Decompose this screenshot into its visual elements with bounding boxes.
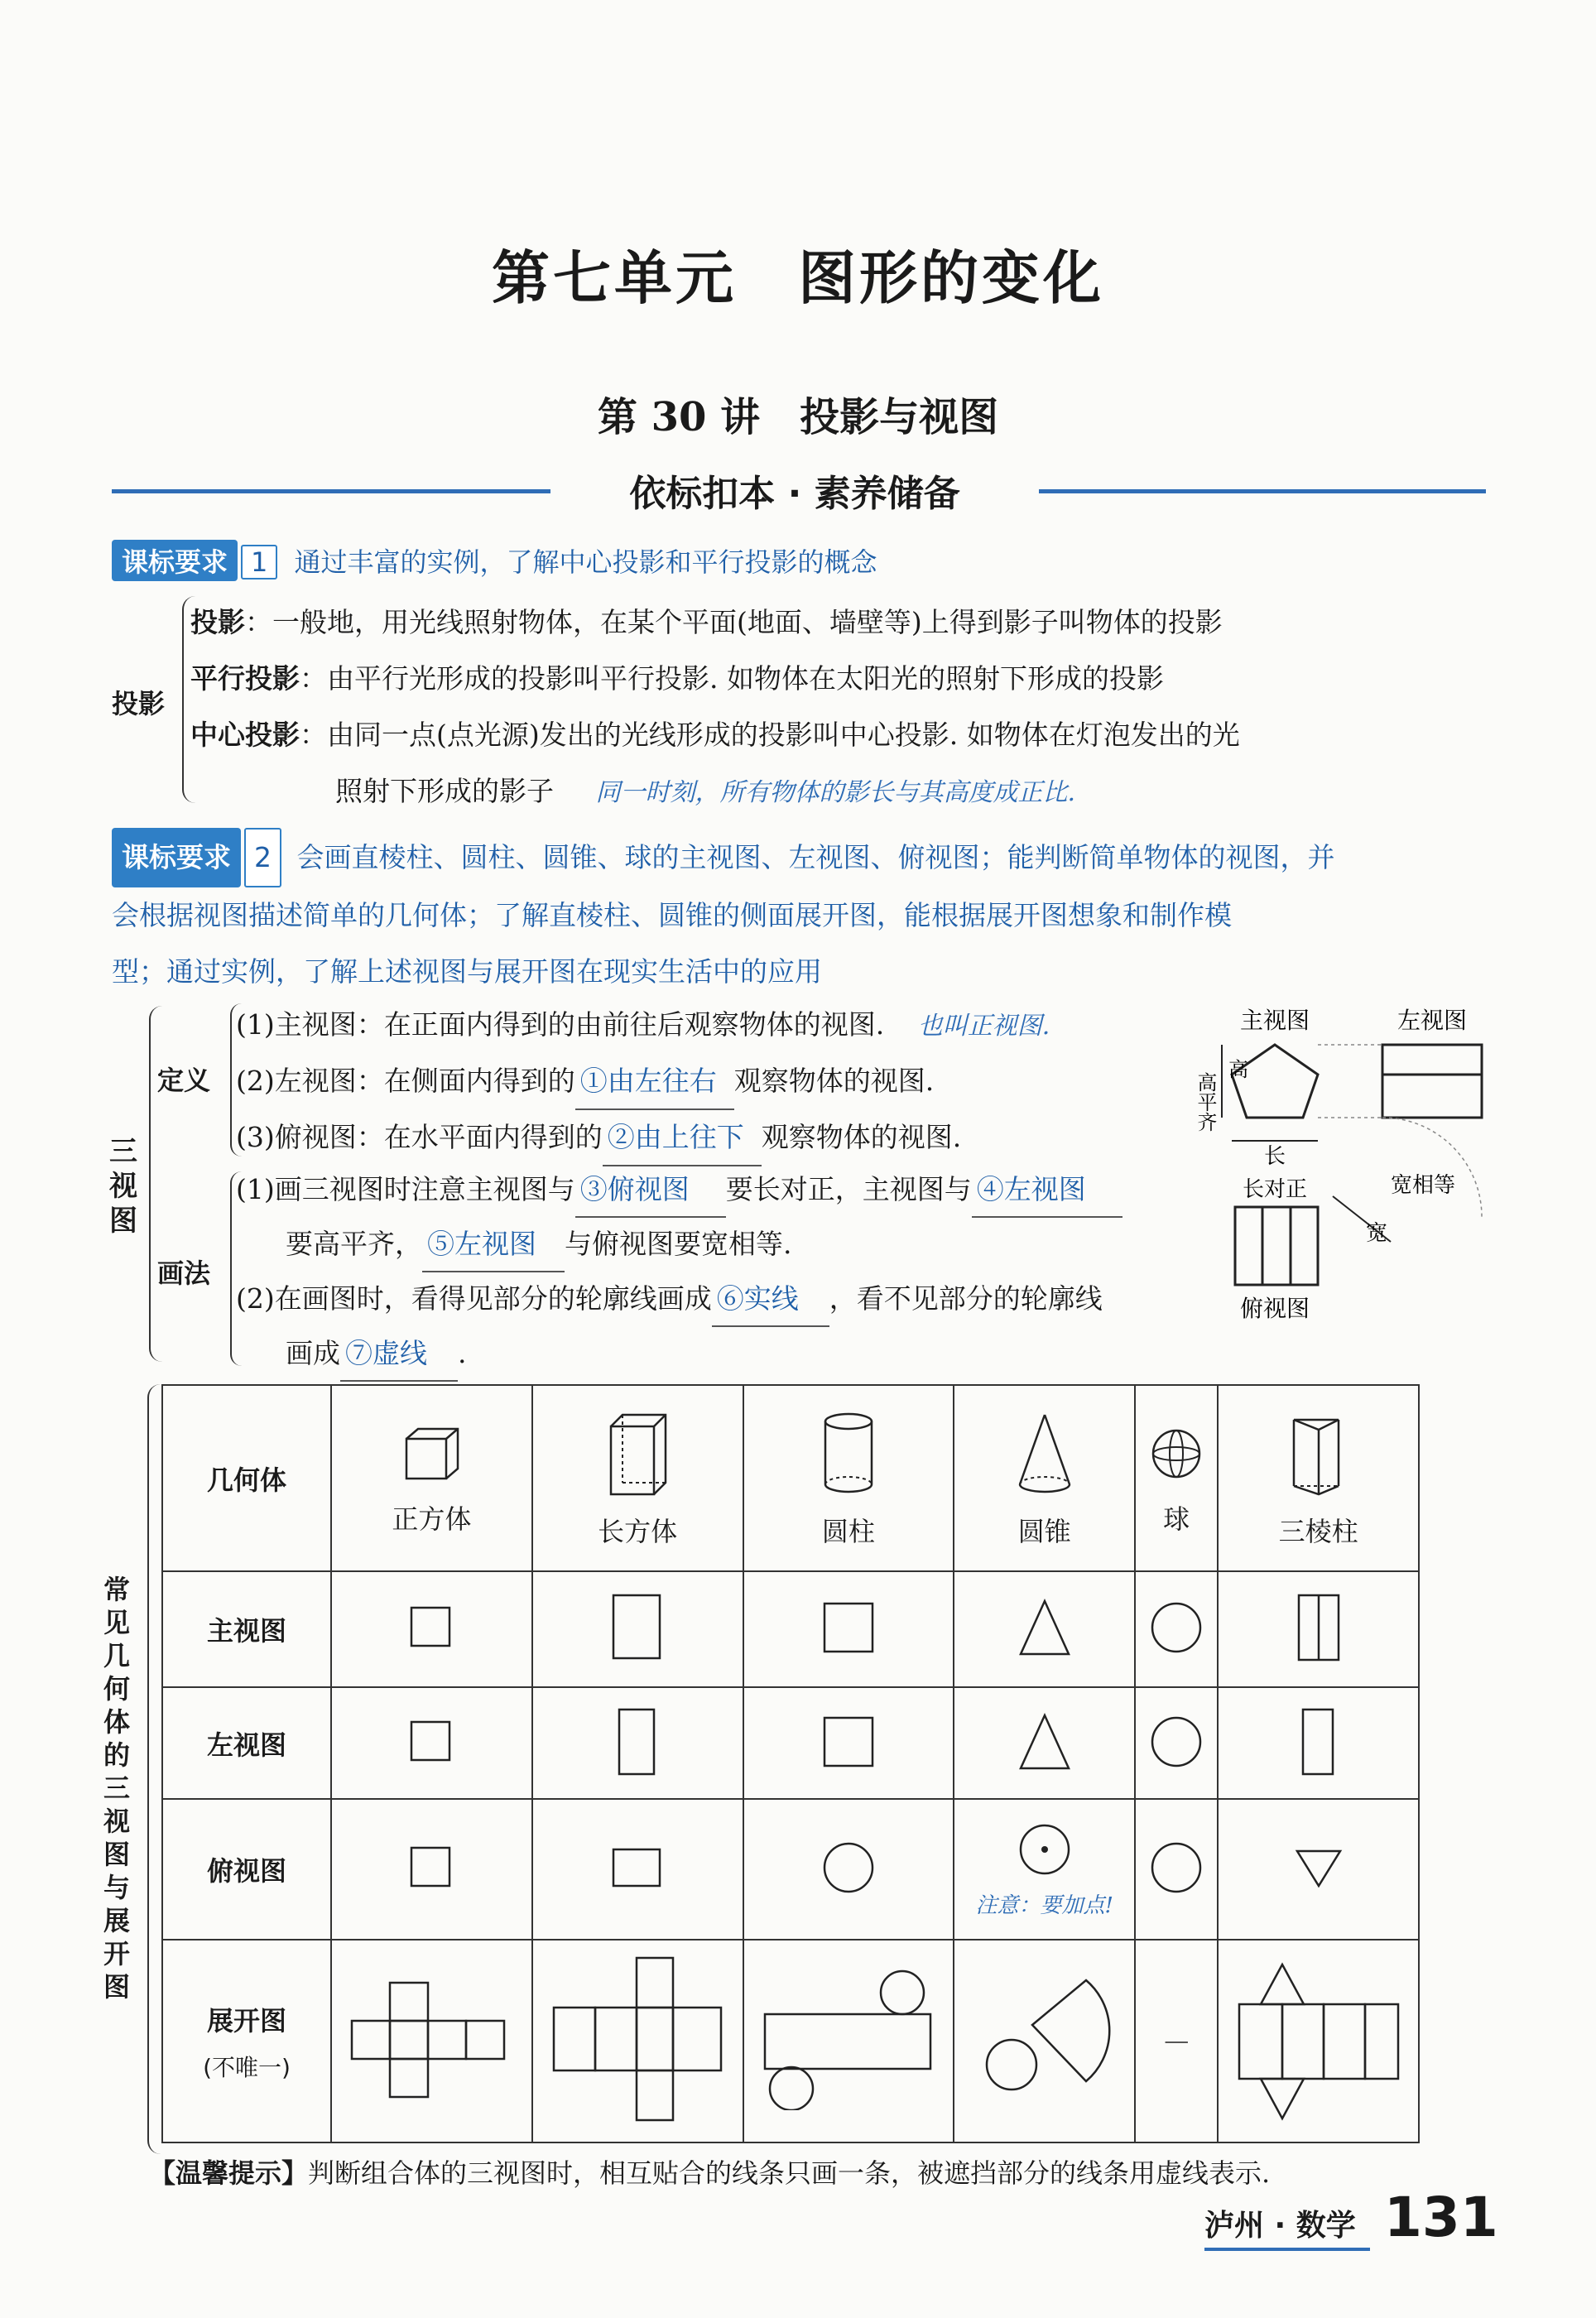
diagram-front-label: 主视图 (1239, 1007, 1310, 1034)
cone-icon (1012, 1408, 1078, 1499)
diagram-long-align: 长对正 (1242, 1177, 1308, 1202)
blank-7[interactable]: ⑦虚线 (340, 1327, 458, 1382)
top-cube (331, 1799, 532, 1940)
unfold-cone (954, 1940, 1135, 2142)
triangle-icon (1016, 1710, 1074, 1773)
req1-num: 1 (241, 545, 277, 580)
geometry-table (161, 1384, 1420, 2143)
tip-body: 判断组合体的三视图时，相互贴合的线条只画一条，被遮挡部分的线条用虚线表示. (308, 2157, 1271, 2189)
req2-block (112, 828, 1486, 1000)
three-view-diagram (1192, 993, 1507, 1333)
row-label-front: 主视图 (162, 1571, 331, 1687)
row-label-unfold: 展开图 (不唯一) (162, 1940, 331, 2142)
square-icon (406, 1843, 456, 1892)
solid-name: 球 (1163, 1503, 1190, 1535)
left-cube (331, 1687, 532, 1799)
footer-label: 泸州 · 数学 (1204, 2209, 1356, 2243)
front-cube (331, 1571, 532, 1687)
def-lines: (1)主视图：在正面内得到的由前往后观察物体的视图. 也叫正视图. (2)左视图：在侧面内得到的 ①由左往右 观察物体的视图. (3)俯视图：在水平面内得到的 ②由上往下 观察物体的视图. (236, 998, 1050, 1166)
solid-name: 三棱柱 (1278, 1515, 1358, 1547)
table-side-label: 常见几何体的三视图与展开图 (103, 1574, 131, 2003)
solid-name: 长方体 (598, 1515, 678, 1547)
req2-text3: 型；通过实例，了解上述视图与展开图在现实生活中的应用 (112, 955, 822, 988)
diagram-wide: 宽 (1366, 1221, 1388, 1246)
cube-net-icon (349, 1978, 514, 2102)
left-prism (1218, 1687, 1419, 1799)
proj-note: 同一时刻，所有物体的影长与其高度成正比. (595, 778, 1076, 807)
left-view-rect (1382, 1045, 1482, 1118)
left-sphere (1135, 1687, 1218, 1799)
width-arc (1382, 1118, 1482, 1217)
cylinder-net-icon (762, 1969, 935, 2110)
top-cone (954, 1799, 1135, 1940)
req1-line (112, 540, 877, 581)
sphere-icon (1143, 1421, 1209, 1487)
tip-line (149, 2152, 1270, 2191)
row-label-left: 左视图 (162, 1687, 331, 1799)
row-label-top: 俯视图 (162, 1799, 331, 1940)
circle-icon (820, 1839, 877, 1897)
rectangle-icon (608, 1590, 666, 1665)
cuboid-net-icon (550, 1953, 724, 2127)
req1-text: 通过丰富的实例，了解中心投影和平行投影的概念 (294, 546, 877, 578)
table-brace (147, 1384, 161, 2154)
cube-icon (398, 1421, 464, 1487)
circle-icon (1147, 1839, 1205, 1897)
triangle-icon (1016, 1596, 1074, 1659)
unfold-sphere (1135, 1940, 1218, 2142)
circle-icon (1147, 1599, 1205, 1657)
three-views-label: 三视图 (109, 1135, 137, 1238)
circle-dot-icon (1016, 1820, 1074, 1878)
unfold-cylinder (743, 1940, 954, 2142)
table-row (162, 1687, 1419, 1799)
inverted-triangle-icon (1292, 1844, 1345, 1891)
diagram-left-label: 左视图 (1396, 1007, 1468, 1034)
row-label-solid: 几何体 (162, 1385, 331, 1571)
cone-net-icon (970, 1965, 1119, 2114)
top-cuboid (532, 1799, 743, 1940)
square-icon (820, 1599, 877, 1657)
table-row (162, 1799, 1419, 1940)
solid-name: 正方体 (392, 1503, 472, 1535)
front-cylinder (743, 1571, 954, 1687)
cell-cylinder (743, 1385, 954, 1571)
prism-net-icon (1236, 1953, 1401, 2127)
diagram-long: 长 (1263, 1144, 1286, 1169)
diagram-high-flush: 高平齐 (1194, 1072, 1217, 1132)
projection-label: 投影 (112, 688, 166, 719)
circle-icon (1147, 1713, 1205, 1771)
front-sphere (1135, 1571, 1218, 1687)
top-sphere (1135, 1799, 1218, 1940)
cell-cuboid (532, 1385, 743, 1571)
req1-tag: 课标要求 (112, 540, 238, 581)
diagram-high: 高 (1228, 1058, 1248, 1081)
unfold-cube (331, 1940, 532, 2142)
top-prism (1218, 1799, 1419, 1940)
left-cone (954, 1687, 1135, 1799)
square-icon (820, 1713, 877, 1771)
lesson-title: 第 30 讲 投影与视图 (597, 394, 999, 440)
rectangle-icon (614, 1705, 661, 1779)
cuboid-icon (604, 1408, 671, 1499)
section-banner: 依标扣本 · 素养储备 (629, 473, 960, 515)
front-cone (954, 1571, 1135, 1687)
blank-6[interactable]: ⑥实线 (712, 1272, 829, 1327)
table-row (162, 1571, 1419, 1687)
def1: (1)主视图：在正面内得到的由前往后观察物体的视图. (236, 1008, 885, 1041)
diagram-wide-equal: 宽相等 (1391, 1173, 1456, 1198)
cell-cube (331, 1385, 532, 1571)
unfold-cuboid (532, 1940, 743, 2142)
top-view-rect (1235, 1207, 1318, 1285)
blank-3[interactable]: ③俯视图 (575, 1163, 726, 1218)
req2-num: 2 (244, 828, 281, 887)
banner-left-rule (112, 489, 550, 493)
cone-top-note: 注意：要加点! (975, 1892, 1113, 1918)
req2-text2: 会根据视图描述简单的几何体；了解直棱柱、圆锥的侧面展开图，能根据展开图想象和制作模 (112, 899, 1232, 931)
split-rectangle-icon (1294, 1590, 1344, 1665)
table-row (162, 1385, 1419, 1571)
projection-lines (190, 594, 1240, 821)
left-cuboid (532, 1687, 743, 1799)
def-label: 定义 (157, 1065, 211, 1096)
blank-2[interactable]: ②由上往下 (603, 1110, 762, 1166)
square-icon (406, 1717, 456, 1767)
proj-line3: 中心投影：由同一点(点光源)发出的光线形成的投影叫中心投影. 如物体在灯泡发出的光 (190, 719, 1240, 751)
square-icon (406, 1603, 456, 1652)
unit-title: 第七单元 图形的变化 (492, 243, 1104, 312)
cell-cone (954, 1385, 1135, 1571)
page-number: 131 (1384, 2186, 1498, 2249)
front-prism (1218, 1571, 1419, 1687)
rectangle-icon (608, 1843, 666, 1892)
blank-4[interactable]: ④左视图 (972, 1163, 1122, 1218)
unfold-prism (1218, 1940, 1419, 2142)
prism-icon (1286, 1408, 1352, 1499)
footer-underline (1204, 2248, 1370, 2251)
rectangle-icon (1298, 1705, 1339, 1779)
solid-name: 圆锥 (1017, 1515, 1071, 1547)
blank-5[interactable]: ⑤左视图 (422, 1218, 565, 1272)
def1-note: 也叫正视图. (917, 1012, 1050, 1041)
tip-head: 【温馨提示】 (149, 2157, 309, 2189)
diagram-top-label: 俯视图 (1239, 1295, 1310, 1322)
proj-line2: 平行投影：由平行光形成的投影叫平行投影. 如物体在太阳光的照射下形成的投影 (190, 662, 1164, 695)
unfold-note: (不唯一) (203, 2053, 291, 2081)
front-cuboid (532, 1571, 743, 1687)
blank-1[interactable]: ①由左往右 (575, 1054, 734, 1110)
cylinder-icon (815, 1408, 882, 1499)
proj-line1: 投影：一般地，用光线照射物体，在某个平面(地面、墙壁等)上得到影子叫物体的投影 (190, 606, 1223, 638)
solid-name: 圆柱 (821, 1515, 875, 1547)
draw-label: 画法 (157, 1258, 211, 1289)
sphere-unfold: — (1164, 2027, 1190, 2056)
proj-line4: 照射下形成的影子 同一时刻，所有物体的影长与其高度成正比. (335, 775, 1076, 807)
table-row (162, 1940, 1419, 2142)
cell-prism (1218, 1385, 1419, 1571)
cell-sphere (1135, 1385, 1218, 1571)
req2-text1: 会画直棱柱、圆柱、圆锥、球的主视图、左视图、俯视图；能判断简单物体的视图，并 (296, 841, 1335, 873)
top-cylinder (743, 1799, 954, 1940)
pentagon-front-view (1232, 1045, 1318, 1118)
req2-tag: 课标要求 (112, 828, 241, 887)
left-cylinder (743, 1687, 954, 1799)
banner-right-rule (1039, 489, 1486, 493)
draw-lines: (1)画三视图时注意主视图与 ③俯视图 要长对正，主视图与 ④左视图 要高平齐， ⑤左视图 与俯视图要宽相等. (2)在画图时，看得见部分的轮廓线画成 ⑥实线 ，看不见部分的轮廓线 画成 ⑦虚线 . (236, 1163, 1122, 1382)
